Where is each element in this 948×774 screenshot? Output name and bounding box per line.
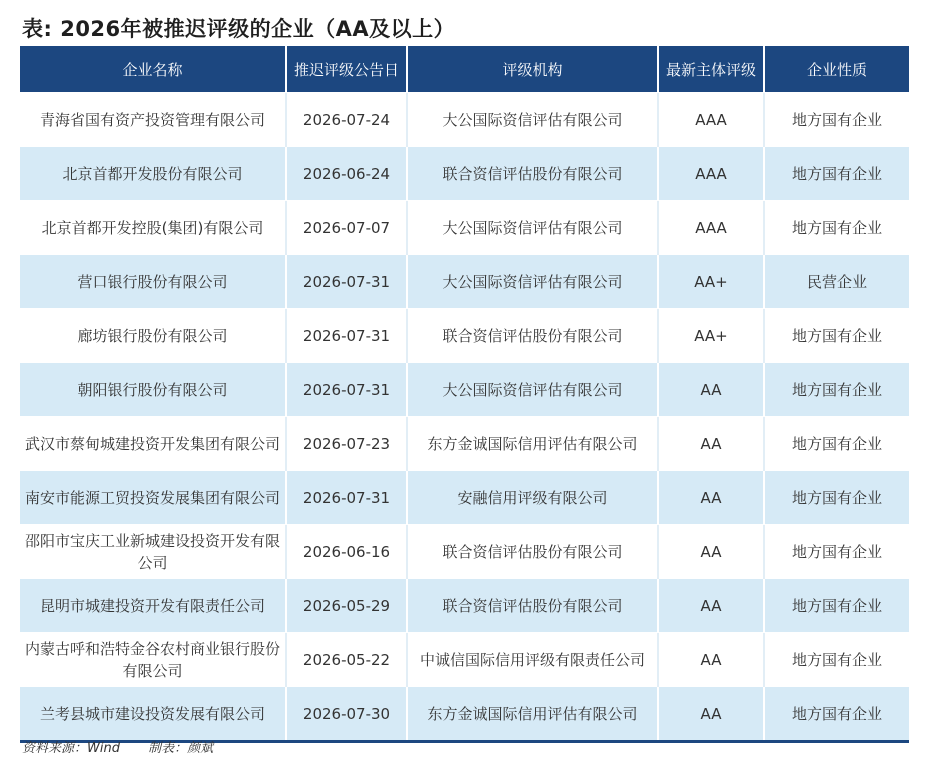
col-header-date: 推迟评级公告日 xyxy=(286,46,407,93)
cell-agency: 安融信用评级有限公司 xyxy=(407,471,658,525)
cell-date: 2026-07-31 xyxy=(286,363,407,417)
cell-company: 营口银行股份有限公司 xyxy=(20,255,286,309)
header-row xyxy=(20,46,909,93)
col-header-company: 企业名称 xyxy=(20,46,286,93)
cell-company: 朝阳银行股份有限公司 xyxy=(20,363,286,417)
cell-rating: AAA xyxy=(658,201,764,255)
cell-agency: 大公国际资信评估有限公司 xyxy=(407,201,658,255)
author-label: 制表：颜斌 xyxy=(148,741,214,756)
cell-agency: 联合资信评估股份有限公司 xyxy=(407,309,658,363)
cell-agency: 东方金诚国际信用评估有限公司 xyxy=(407,417,658,471)
cell-agency: 联合资信评估股份有限公司 xyxy=(407,147,658,201)
cell-nature: 地方国有企业 xyxy=(764,687,909,742)
cell-date: 2026-07-24 xyxy=(286,93,407,147)
cell-rating: AA xyxy=(658,363,764,417)
col-header-agency: 评级机构 xyxy=(407,46,658,93)
cell-company: 内蒙古呼和浩特金谷农村商业银行股份有限公司 xyxy=(20,633,286,687)
cell-date: 2026-07-31 xyxy=(286,309,407,363)
table-row xyxy=(20,417,909,471)
cell-rating: AAA xyxy=(658,147,764,201)
cell-agency: 东方金诚国际信用评估有限公司 xyxy=(407,687,658,742)
source-label: 资料来源：Wind xyxy=(22,741,120,756)
table-row xyxy=(20,147,909,201)
cell-nature: 地方国有企业 xyxy=(764,363,909,417)
cell-company: 南安市能源工贸投资发展集团有限公司 xyxy=(20,471,286,525)
table-row xyxy=(20,363,909,417)
cell-company: 邵阳市宝庆工业新城建设投资开发有限公司 xyxy=(20,525,286,579)
table-body xyxy=(20,93,909,742)
cell-nature: 地方国有企业 xyxy=(764,201,909,255)
cell-nature: 地方国有企业 xyxy=(764,525,909,579)
cell-date: 2026-07-23 xyxy=(286,417,407,471)
table-row xyxy=(20,687,909,742)
cell-rating: AA xyxy=(658,471,764,525)
cell-nature: 地方国有企业 xyxy=(764,417,909,471)
cell-company: 北京首都开发股份有限公司 xyxy=(20,147,286,201)
cell-rating: AA xyxy=(658,525,764,579)
cell-agency: 大公国际资信评估有限公司 xyxy=(407,363,658,417)
cell-company: 北京首都开发控股(集团)有限公司 xyxy=(20,201,286,255)
cell-nature: 地方国有企业 xyxy=(764,579,909,633)
col-header-rating: 最新主体评级 xyxy=(658,46,764,93)
cell-agency: 联合资信评估股份有限公司 xyxy=(407,579,658,633)
cell-rating: AA xyxy=(658,687,764,742)
table-row xyxy=(20,93,909,147)
cell-date: 2026-07-07 xyxy=(286,201,407,255)
table-row xyxy=(20,471,909,525)
cell-date: 2026-07-31 xyxy=(286,255,407,309)
cell-rating: AA xyxy=(658,579,764,633)
cell-company: 廊坊银行股份有限公司 xyxy=(20,309,286,363)
cell-nature: 地方国有企业 xyxy=(764,633,909,687)
cell-company: 青海省国有资产投资管理有限公司 xyxy=(20,93,286,147)
cell-agency: 大公国际资信评估有限公司 xyxy=(407,255,658,309)
cell-date: 2026-07-31 xyxy=(286,471,407,525)
cell-rating: AA+ xyxy=(658,255,764,309)
table-title: 表: 2026年被推迟评级的企业（AA及以上） xyxy=(22,17,456,41)
table-row xyxy=(20,579,909,633)
cell-rating: AAA xyxy=(658,93,764,147)
table-row xyxy=(20,201,909,255)
table-row xyxy=(20,633,909,687)
cell-date: 2026-05-22 xyxy=(286,633,407,687)
table-row xyxy=(20,525,909,579)
cell-nature: 地方国有企业 xyxy=(764,147,909,201)
table-row xyxy=(20,255,909,309)
cell-nature: 民营企业 xyxy=(764,255,909,309)
cell-rating: AA+ xyxy=(658,309,764,363)
data-table xyxy=(20,46,909,743)
cell-nature: 地方国有企业 xyxy=(764,471,909,525)
cell-date: 2026-05-29 xyxy=(286,579,407,633)
cell-nature: 地方国有企业 xyxy=(764,93,909,147)
cell-company: 武汉市蔡甸城建投资开发集团有限公司 xyxy=(20,417,286,471)
cell-agency: 联合资信评估股份有限公司 xyxy=(407,525,658,579)
cell-agency: 中诚信国际信用评级有限责任公司 xyxy=(407,633,658,687)
cell-rating: AA xyxy=(658,633,764,687)
cell-date: 2026-06-24 xyxy=(286,147,407,201)
col-header-nature: 企业性质 xyxy=(764,46,909,93)
source-note xyxy=(22,737,237,756)
cell-agency: 大公国际资信评估有限公司 xyxy=(407,93,658,147)
cell-company: 兰考县城市建设投资发展有限公司 xyxy=(20,687,286,742)
table-row xyxy=(20,309,909,363)
cell-nature: 地方国有企业 xyxy=(764,309,909,363)
cell-date: 2026-06-16 xyxy=(286,525,407,579)
cell-date: 2026-07-30 xyxy=(286,687,407,742)
cell-rating: AA xyxy=(658,417,764,471)
cell-company: 昆明市城建投资开发有限责任公司 xyxy=(20,579,286,633)
